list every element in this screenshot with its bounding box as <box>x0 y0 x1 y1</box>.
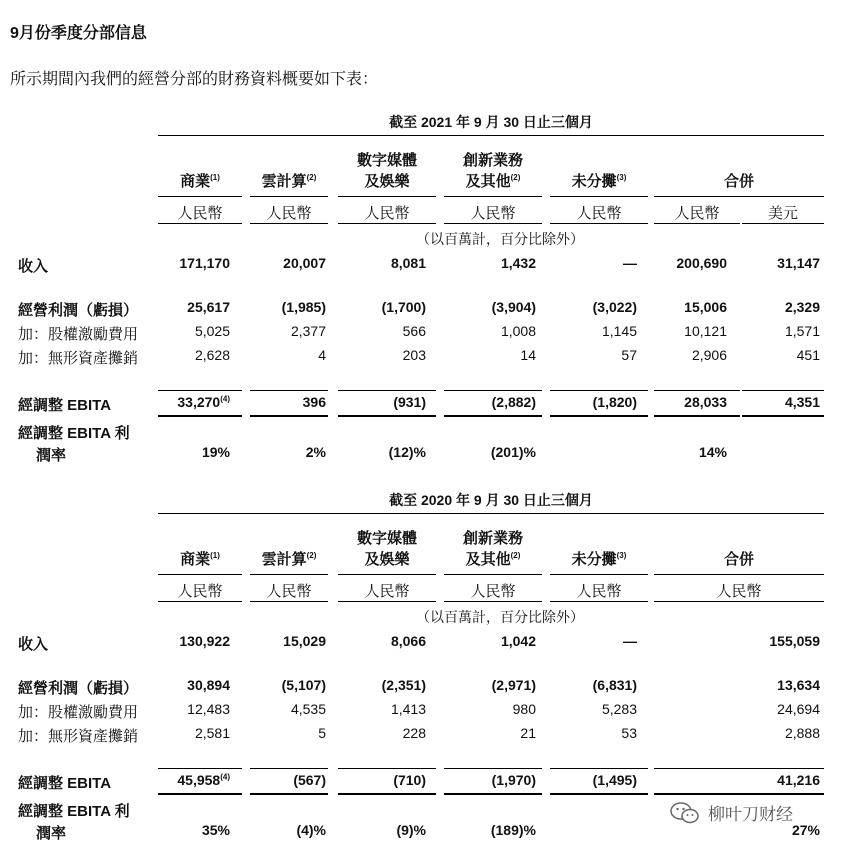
period-label: 截至 2020 年 9 月 30 日止三個月 <box>389 492 593 508</box>
table-cell: 4,535 <box>290 701 326 717</box>
header-line1: 創新業務 <box>462 152 523 169</box>
table-cell: 15,029 <box>283 633 326 649</box>
total-rule <box>550 768 648 769</box>
header-line1 <box>550 528 648 549</box>
table-cell: 980 <box>512 701 536 717</box>
column-header <box>338 150 436 192</box>
table-cell: 8,081 <box>390 255 426 271</box>
currency-rule <box>654 223 740 224</box>
table-cell: (3,022) <box>592 299 637 315</box>
column-header <box>654 150 824 192</box>
table-cell: (6,831) <box>592 677 637 693</box>
header-rule <box>550 574 648 575</box>
header-line1 <box>250 528 328 549</box>
header-line1 <box>158 528 242 549</box>
total-double-rule <box>742 415 824 417</box>
table-cell: 200,690 <box>676 255 727 271</box>
total-double-rule <box>654 415 740 417</box>
total-double-rule <box>338 793 436 795</box>
currency-rule <box>338 601 436 602</box>
header-rule <box>158 574 242 575</box>
watermark-text: 柳叶刀财经 <box>708 805 793 824</box>
footnote-ref: (1) <box>210 551 220 560</box>
table-cell: 2,888 <box>784 725 820 741</box>
column-header <box>158 528 242 570</box>
total-rule <box>158 768 242 769</box>
total-double-rule <box>338 415 436 417</box>
row-label: 潤率 <box>36 825 67 842</box>
table-cell: 27% <box>791 822 820 838</box>
column-header <box>550 528 648 570</box>
currency-label: 人民幣 <box>470 583 516 600</box>
table-cell: 1,413 <box>390 701 426 717</box>
column-header <box>250 150 328 192</box>
total-rule <box>338 390 436 391</box>
table-cell: 10,121 <box>684 323 727 339</box>
table-cell: 155,059 <box>769 633 820 649</box>
period-label: 截至 2021 年 9 月 30 日止三個月 <box>389 114 593 130</box>
table-cell: 1,042 <box>500 633 536 649</box>
total-rule <box>158 390 242 391</box>
table-cell: 5,025 <box>194 323 230 339</box>
currency-label: 人民幣 <box>674 205 720 222</box>
table-cell: (9)% <box>396 822 426 838</box>
table-cell: 21 <box>520 725 536 741</box>
header-rule <box>338 574 436 575</box>
column-header <box>444 150 542 192</box>
table-cell: 20,007 <box>283 255 326 271</box>
table-cell: (189)% <box>490 822 536 838</box>
table-cell: 451 <box>796 347 820 363</box>
currency-rule <box>444 223 542 224</box>
header-rule <box>550 196 648 197</box>
table-cell: 53 <box>621 725 637 741</box>
table-cell: (1,700) <box>381 299 426 315</box>
footnote-ref: (1) <box>210 173 220 182</box>
table-cell: (1,820) <box>592 394 637 410</box>
table-cell: 228 <box>402 725 426 741</box>
row-label: 收入 <box>18 258 49 275</box>
table-cell: 2% <box>305 444 326 460</box>
currency-label: 人民幣 <box>470 205 516 222</box>
row-label: 加：股權激勵費用 <box>18 704 139 721</box>
header-line2: 及娛樂 <box>364 173 410 190</box>
wechat-icon <box>670 802 700 824</box>
table-cell: 4 <box>318 347 326 363</box>
table-cell: 5,283 <box>601 701 637 717</box>
table-cell: (2,351) <box>381 677 426 693</box>
currency-rule <box>654 601 824 602</box>
header-rule <box>250 196 328 197</box>
period-rule <box>158 513 824 514</box>
currency-label: 人民幣 <box>364 205 410 222</box>
table-cell: 5 <box>318 725 326 741</box>
table-cell: — <box>623 255 637 271</box>
table-cell: (1,970) <box>491 772 536 788</box>
total-double-rule <box>654 793 824 795</box>
column-header <box>550 150 648 192</box>
row-label: 經營利潤（虧損） <box>18 680 139 697</box>
currency-label: 人民幣 <box>576 583 622 600</box>
table-cell: 4,351 <box>784 394 820 410</box>
row-label: 經調整 EBITA 利 <box>18 803 130 820</box>
table-cell: (2,971) <box>491 677 536 693</box>
table-cell: 15,006 <box>684 299 727 315</box>
total-rule <box>444 768 542 769</box>
table-cell: (4)% <box>296 822 326 838</box>
header-rule <box>158 196 242 197</box>
table-cell: (710) <box>393 772 426 788</box>
row-label: 加：無形資產攤銷 <box>18 350 139 367</box>
header-line2: 未分攤$^{(3)}$ <box>571 173 627 190</box>
table-cell: 13,634 <box>777 677 820 693</box>
header-rule <box>250 574 328 575</box>
table-cell: 31,147 <box>777 255 820 271</box>
row-label: 加：股權激勵費用 <box>18 326 139 343</box>
currency-rule <box>158 223 242 224</box>
total-double-rule <box>158 793 242 795</box>
table-cell: 8,066 <box>390 633 426 649</box>
column-header <box>444 528 542 570</box>
table-cell: (567) <box>293 772 326 788</box>
total-double-rule <box>158 415 242 417</box>
column-header <box>654 528 824 570</box>
total-double-rule <box>444 415 542 417</box>
currency-rule <box>444 601 542 602</box>
total-double-rule <box>550 415 648 417</box>
table-cell: (201)% <box>490 444 536 460</box>
table-cell: 25,617 <box>187 299 230 315</box>
column-header <box>158 150 242 192</box>
header-line2: 及娛樂 <box>364 551 410 568</box>
header-line1 <box>654 528 824 549</box>
header-line2: 雲計算$^{(2)}$ <box>261 551 317 568</box>
table-cell: 41,216 <box>777 772 820 788</box>
header-line2: 未分攤$^{(3)}$ <box>571 551 627 568</box>
row-label: 加：無形資產攤銷 <box>18 728 139 745</box>
table-cell: 14% <box>698 444 727 460</box>
footnote-ref: (2) <box>306 551 317 560</box>
currency-rule <box>550 601 648 602</box>
currency-rule <box>550 223 648 224</box>
header-line2: 商業$^{(1)}$ <box>180 173 220 190</box>
footnote-ref: (2) <box>510 551 521 560</box>
currency-rule <box>250 223 328 224</box>
row-label: 經營利潤（虧損） <box>18 302 139 319</box>
units-note: （以百萬計，百分比除外） <box>416 609 584 625</box>
footnote-ref: (2) <box>510 173 521 182</box>
header-line1: 創新業務 <box>462 530 523 547</box>
page-title: 9月份季度分部信息 <box>10 25 147 42</box>
currency-label: 人民幣 <box>177 205 223 222</box>
footnote-ref: (3) <box>616 173 627 182</box>
table-cell: 2,581 <box>194 725 230 741</box>
table-cell: (1,495) <box>592 772 637 788</box>
total-rule <box>654 768 824 769</box>
table-cell: 2,906 <box>691 347 727 363</box>
total-rule <box>250 768 328 769</box>
header-line1 <box>654 150 824 171</box>
row-label: 潤率 <box>36 447 67 464</box>
total-rule <box>550 390 648 391</box>
footnote-ref: (3) <box>616 551 627 560</box>
header-line2: 雲計算$^{(2)}$ <box>261 173 317 190</box>
currency-rule <box>250 601 328 602</box>
table-cell: 24,694 <box>777 701 820 717</box>
total-rule <box>444 390 542 391</box>
table-cell: — <box>623 633 637 649</box>
watermark <box>670 800 793 825</box>
table-cell: (3,904) <box>491 299 536 315</box>
table-cell: 14 <box>520 347 536 363</box>
table-cell: 1,008 <box>500 323 536 339</box>
intro-text: 所示期間內我們的經營分部的財務資料概要如下表： <box>10 71 379 88</box>
row-label: 經調整 EBITA <box>18 397 112 414</box>
table-cell: 171,170 <box>179 255 230 271</box>
row-label: 經調整 EBITA <box>18 775 112 792</box>
table-cell: 1,571 <box>784 323 820 339</box>
header-line1: 數字媒體 <box>356 530 417 547</box>
header-rule <box>338 196 436 197</box>
table-cell: (5,107) <box>281 677 326 693</box>
units-note: （以百萬計，百分比除外） <box>416 231 584 247</box>
table-cell: 396 <box>302 394 326 410</box>
row-label: 經調整 EBITA 利 <box>18 425 130 442</box>
currency-label: 人民幣 <box>364 583 410 600</box>
header-rule <box>444 196 542 197</box>
currency-label: 人民幣 <box>266 205 312 222</box>
currency-label: 人民幣 <box>576 205 622 222</box>
table-cell: 19% <box>201 444 230 460</box>
header-line2: 及其他$^{(2)}$ <box>465 551 521 568</box>
table-cell: 30,894 <box>187 677 230 693</box>
header-rule <box>654 196 824 197</box>
table-cell: 12,483 <box>187 701 230 717</box>
table-cell: 1,432 <box>500 255 536 271</box>
table-cell: 2,628 <box>194 347 230 363</box>
table-cell: 45,958$^{(4)}$ <box>177 772 230 788</box>
header-line1 <box>550 150 648 171</box>
header-line2: 合併 <box>723 551 754 568</box>
column-header <box>338 528 436 570</box>
total-rule <box>654 390 740 391</box>
table-cell: 35% <box>201 822 230 838</box>
table-cell: 130,922 <box>179 633 230 649</box>
currency-rule <box>158 601 242 602</box>
header-line2: 及其他$^{(2)}$ <box>465 173 521 190</box>
column-header <box>250 528 328 570</box>
table-cell: 2,329 <box>784 299 820 315</box>
header-line1 <box>158 150 242 171</box>
footnote-ref: (4) <box>220 772 230 782</box>
total-double-rule <box>250 415 328 417</box>
table-cell: 57 <box>621 347 637 363</box>
footnote-ref: (4) <box>220 394 230 404</box>
currency-rule <box>338 223 436 224</box>
total-rule <box>338 768 436 769</box>
table-cell: 33,270$^{(4)}$ <box>177 394 230 410</box>
header-line1 <box>250 150 328 171</box>
currency-label: 人民幣 <box>716 583 762 600</box>
table-cell: 203 <box>402 347 426 363</box>
header-rule <box>444 574 542 575</box>
row-label: 收入 <box>18 636 49 653</box>
total-rule <box>250 390 328 391</box>
table-cell: (1,985) <box>281 299 326 315</box>
header-line2: 合併 <box>723 173 754 190</box>
currency-rule <box>742 223 824 224</box>
header-line2: 商業$^{(1)}$ <box>180 551 220 568</box>
total-double-rule <box>250 793 328 795</box>
total-rule <box>742 390 824 391</box>
table-cell: 1,145 <box>601 323 637 339</box>
currency-label: 美元 <box>767 205 798 222</box>
period-rule <box>158 135 824 136</box>
table-cell: 28,033 <box>684 394 727 410</box>
table-cell: (2,882) <box>491 394 536 410</box>
currency-label: 人民幣 <box>266 583 312 600</box>
header-rule <box>654 574 824 575</box>
footnote-ref: (2) <box>306 173 317 182</box>
header-line1: 數字媒體 <box>356 152 417 169</box>
currency-label: 人民幣 <box>177 583 223 600</box>
total-double-rule <box>444 793 542 795</box>
total-double-rule <box>550 793 648 795</box>
table-cell: (931) <box>393 394 426 410</box>
table-cell: 2,377 <box>290 323 326 339</box>
table-cell: (12)% <box>388 444 426 460</box>
table-cell: 566 <box>402 323 426 339</box>
